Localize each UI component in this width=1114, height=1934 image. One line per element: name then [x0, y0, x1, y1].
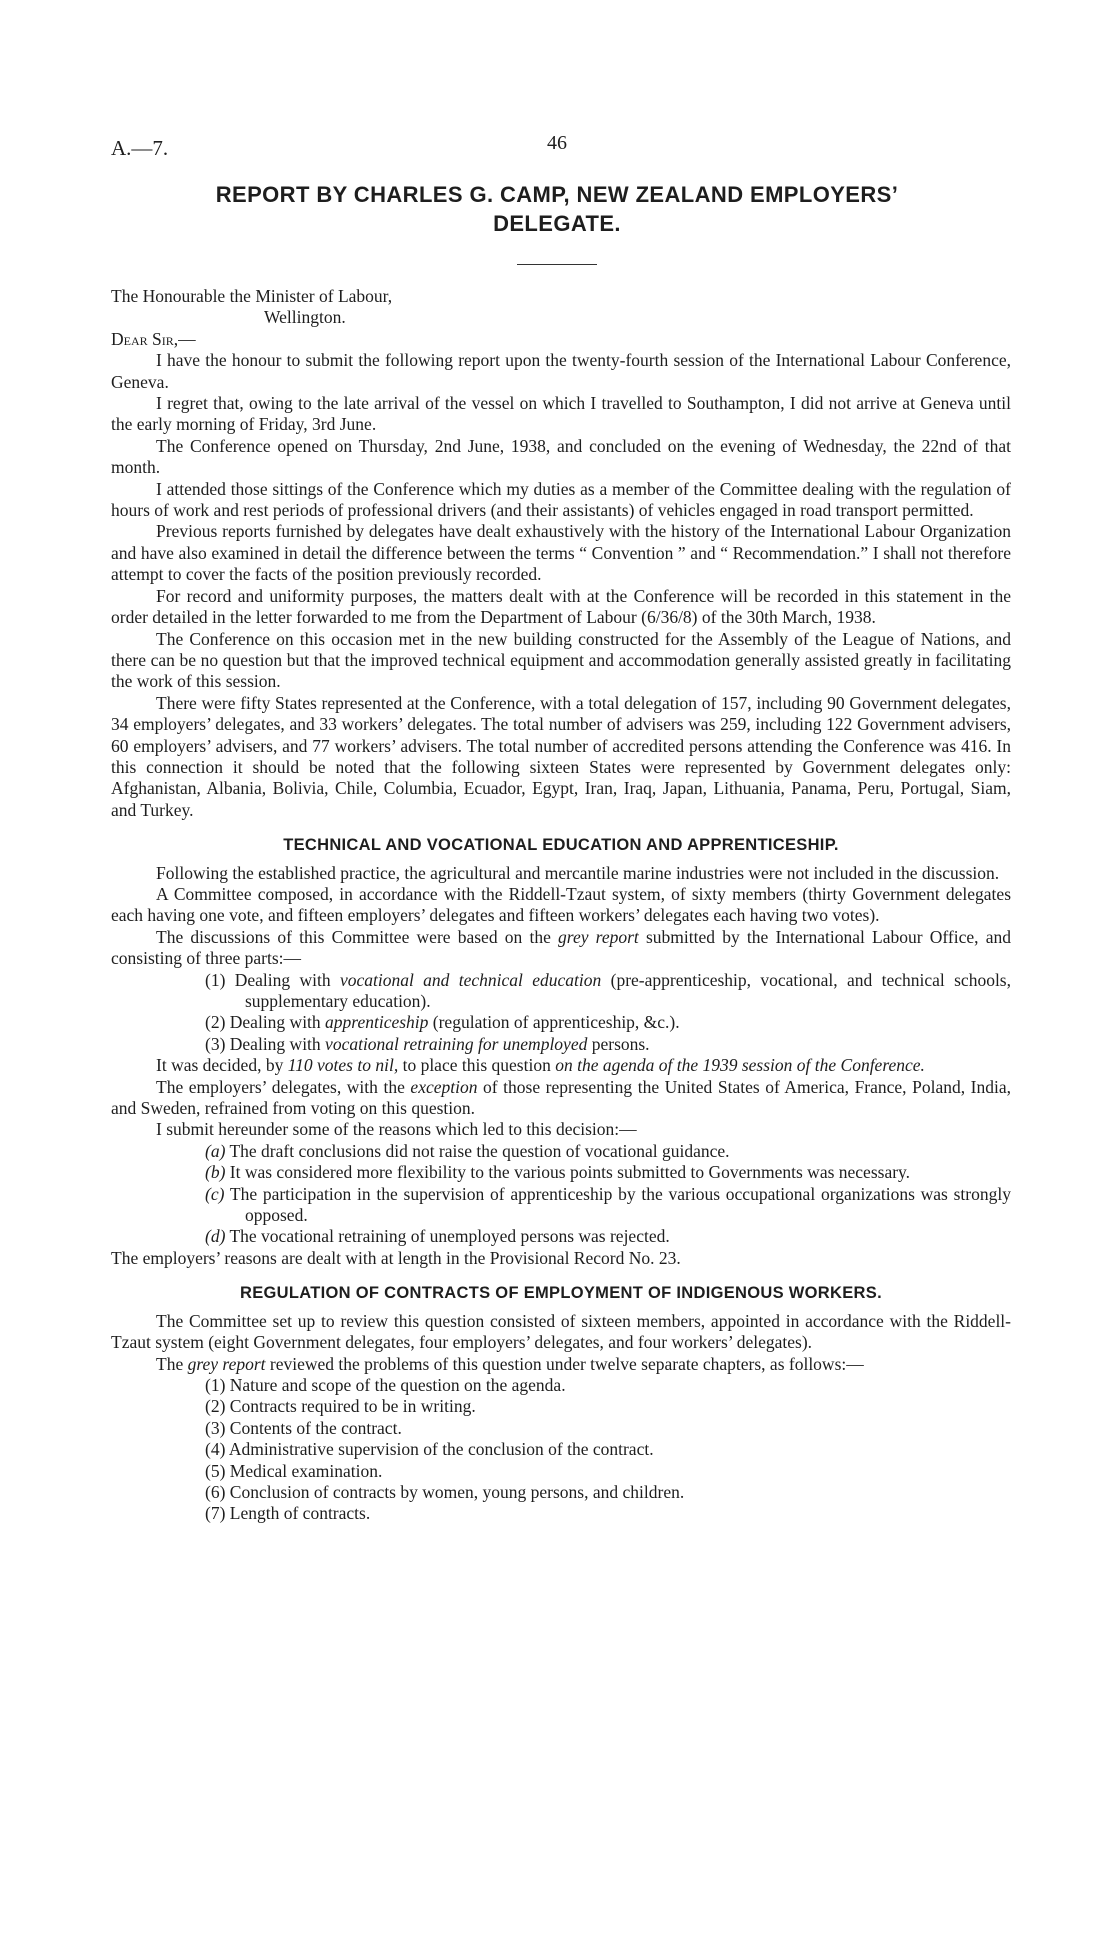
intro-paragraph: Previous reports furnished by delegates have dealt exhaustively with the history of the International Labour Organization and have also examined in detail the difference between the terms “ Convention ” and “ Recommendation.” I shall not therefore attempt to cover the facts of the position previously recorded.: [111, 521, 1011, 585]
address-line-2: Wellington.: [264, 307, 346, 328]
intro-paragraph: The Conference opened on Thursday, 2nd June, 1938, and concluded on the evening of Wednesday, the 22nd of that month.: [111, 435, 1011, 478]
reason-item: (a) The draft conclusions did not raise the question of vocational guidance.: [205, 1140, 730, 1161]
section2-paragraph: The Committee set up to review this question consisted of sixteen members, appointed in accordance with the Riddell-Tzaut system (eight Government delegates, four employers’ delegates, and four workers’ delegates).: [111, 1310, 1011, 1353]
reason-item: (d) The vocational retraining of unemployed persons was rejected.: [205, 1226, 670, 1247]
section2-paragraph: The grey report reviewed the problems of this question under twelve separate chapters, as follows:—: [156, 1353, 864, 1374]
intro-paragraph: I attended those sittings of the Conference which my duties as a member of the Committee dealing with the regulation of hours of work and rest periods of professional drivers (and their assistants) of vehicles engaged in road transport permitted.: [111, 478, 1011, 521]
report-body: [111, 286, 1011, 1525]
title-divider: [517, 264, 597, 265]
intro-paragraph: There were fifty States represented at the Conference, with a total delegation of 157, including 90 Government delegates, 34 employers’ delegates, and 33 workers’ delegates. The total number of advisers was 259, including 122 Government advisers, 60 employers’ advisers, and 77 workers’ advisers. The total number of accredited persons attending the Conference was 416. In this connection it should be noted that the following sixteen States were represented by Government delegates only: Afghanistan, Albania, Bolivia, Chile, Columbia, Ecuador, Egypt, Iran, Iraq, Japan, Lithuania, Panama, Peru, Portugal, Siam, and Turkey.: [111, 692, 1011, 820]
section-heading-technical-education: TECHNICAL AND VOCATIONAL EDUCATION AND APPRENTICESHIP.: [283, 836, 839, 855]
chapter-item: (6) Conclusion of contracts by women, young persons, and children.: [205, 1481, 685, 1502]
section1-paragraph: Following the established practice, the agricultural and mercantile marine industries were not included in the discussion.: [156, 862, 1000, 883]
reason-item: (b) It was considered more flexibility to the various points submitted to Governments was necessary.: [205, 1162, 911, 1183]
chapter-item: (7) Length of contracts.: [205, 1503, 371, 1524]
chapter-item: (3) Contents of the contract.: [205, 1417, 402, 1438]
chapter-item: (2) Contracts required to be in writing.: [205, 1396, 476, 1417]
section1-paragraph: The employers’ delegates, with the exception of those representing the United States of America, France, Poland, India, and Sweden, refrained from voting on this question.: [111, 1076, 1012, 1119]
section1-paragraph: I submit hereunder some of the reasons which led to this decision:—: [156, 1119, 637, 1140]
chapter-item: (5) Medical examination.: [205, 1460, 383, 1481]
reason-item: (c) The participation in the supervision of apprenticeship by the various occupational organizations was strongly opposed.: [205, 1183, 1011, 1226]
report-title: [110, 180, 1004, 239]
address-line-1: The Honourable the Minister of Labour,: [111, 286, 393, 306]
title-line-2: DELEGATE.: [493, 211, 621, 237]
intro-paragraph: I regret that, owing to the late arrival of the vessel on which I travelled to Southampton, I did not arrive at Geneva until the early morning of Friday, 3rd June.: [111, 393, 1011, 435]
section-heading-indigenous-contracts: REGULATION OF CONTRACTS OF EMPLOYMENT OF INDIGENOUS WORKERS.: [240, 1284, 882, 1303]
chapter-item: (1) Nature and scope of the question on the agenda.: [205, 1374, 566, 1395]
section1-paragraph: A Committee composed, in accordance with the Riddell-Tzaut system, of sixty members (thirty Government delegates each having one vote, and fifteen employers’ delegates and fifteen workers’ delegates each having two votes).: [111, 883, 1011, 926]
intro-paragraph: I have the honour to submit the following report upon the twenty-fourth session of the International Labour Conference, Geneva.: [111, 350, 1011, 392]
intro-paragraph: For record and uniformity purposes, the matters dealt with at the Conference will be recorded in this statement in the order detailed in the letter forwarded to me from the Department of Labour (6/36/8) of the 30th March, 1938.: [111, 585, 1011, 628]
section1-paragraph: It was decided, by 110 votes to nil, to place this question on the agenda of the 1939 session of the Conference.: [156, 1055, 925, 1076]
section1-closing: The employers’ reasons are dealt with at length in the Provisional Record No. 23.: [111, 1247, 681, 1268]
document-reference: A.—7.: [111, 136, 169, 160]
title-line-1: REPORT BY CHARLES G. CAMP, NEW ZEALAND EMPLOYERS’: [215, 182, 899, 207]
intro-paragraph: The Conference on this occasion met in the new building constructed for the Assembly of the League of Nations, and there can be no question but that the improved technical equipment and accommodation generally assisted greatly in facilitating the work of this session.: [111, 628, 1011, 692]
part-item: (1) Dealing with vocational and technical education (pre-apprenticeship, vocational, and technical schools, supplementary education).: [205, 969, 1011, 1011]
part-item: (3) Dealing with vocational retraining for unemployed persons.: [205, 1033, 650, 1054]
section1-paragraph: The discussions of this Committee were based on the grey report submitted by the International Labour Office, and consisting of three parts:—: [111, 926, 1011, 969]
part-item: (2) Dealing with apprenticeship (regulation of apprenticeship, &c.).: [205, 1012, 680, 1033]
page-number: 46: [547, 132, 567, 154]
salutation: Dear Sir,—: [111, 328, 196, 349]
chapter-item: (4) Administrative supervision of the conclusion of the contract.: [205, 1439, 654, 1460]
